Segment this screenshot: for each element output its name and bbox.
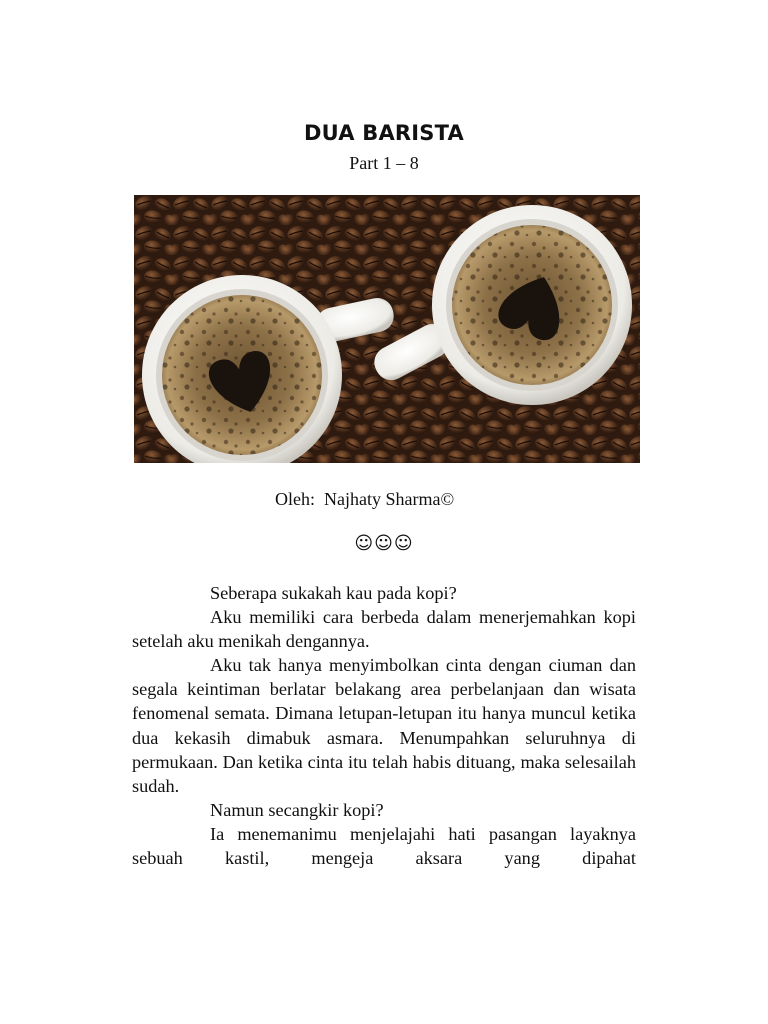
page-subtitle: Part 1 – 8 [349,153,419,173]
paragraph: Aku tak hanya menyimbolkan cinta dengan ciuman dan segala keintiman berlatar belakang area perbelanjaan dan wisata fenomenal semata. Dimana letupan-letupan itu hanya muncul ketika dua kekasih dimabuk asmara. Menumpahkan seluruhnya di permukaan. Dan ketika cinta itu telah habis dituang, maka selesailah sudah. [132,655,636,796]
paragraph: Ia menemanimu menjelajahi hati pasangan layaknya sebuah kastil, mengeja aksara yang dipahat [132,823,636,869]
smiley-separator: ☺☺☺ [354,533,414,554]
author-line: Oleh: Najhaty Sharma© [275,489,455,509]
paragraph: Seberapa sukakah kau pada kopi? [210,583,457,603]
body-text [132,581,636,870]
paragraph: Aku memiliki cara berbeda dalam menerjemahkan kopi setelah aku menikah dengannya. [132,607,636,652]
cover-image [134,195,640,463]
paragraph: Namun secangkir kopi? [210,799,384,820]
page-title: DUA BARISTA [304,121,464,145]
coffee-cups-illustration [134,195,640,463]
